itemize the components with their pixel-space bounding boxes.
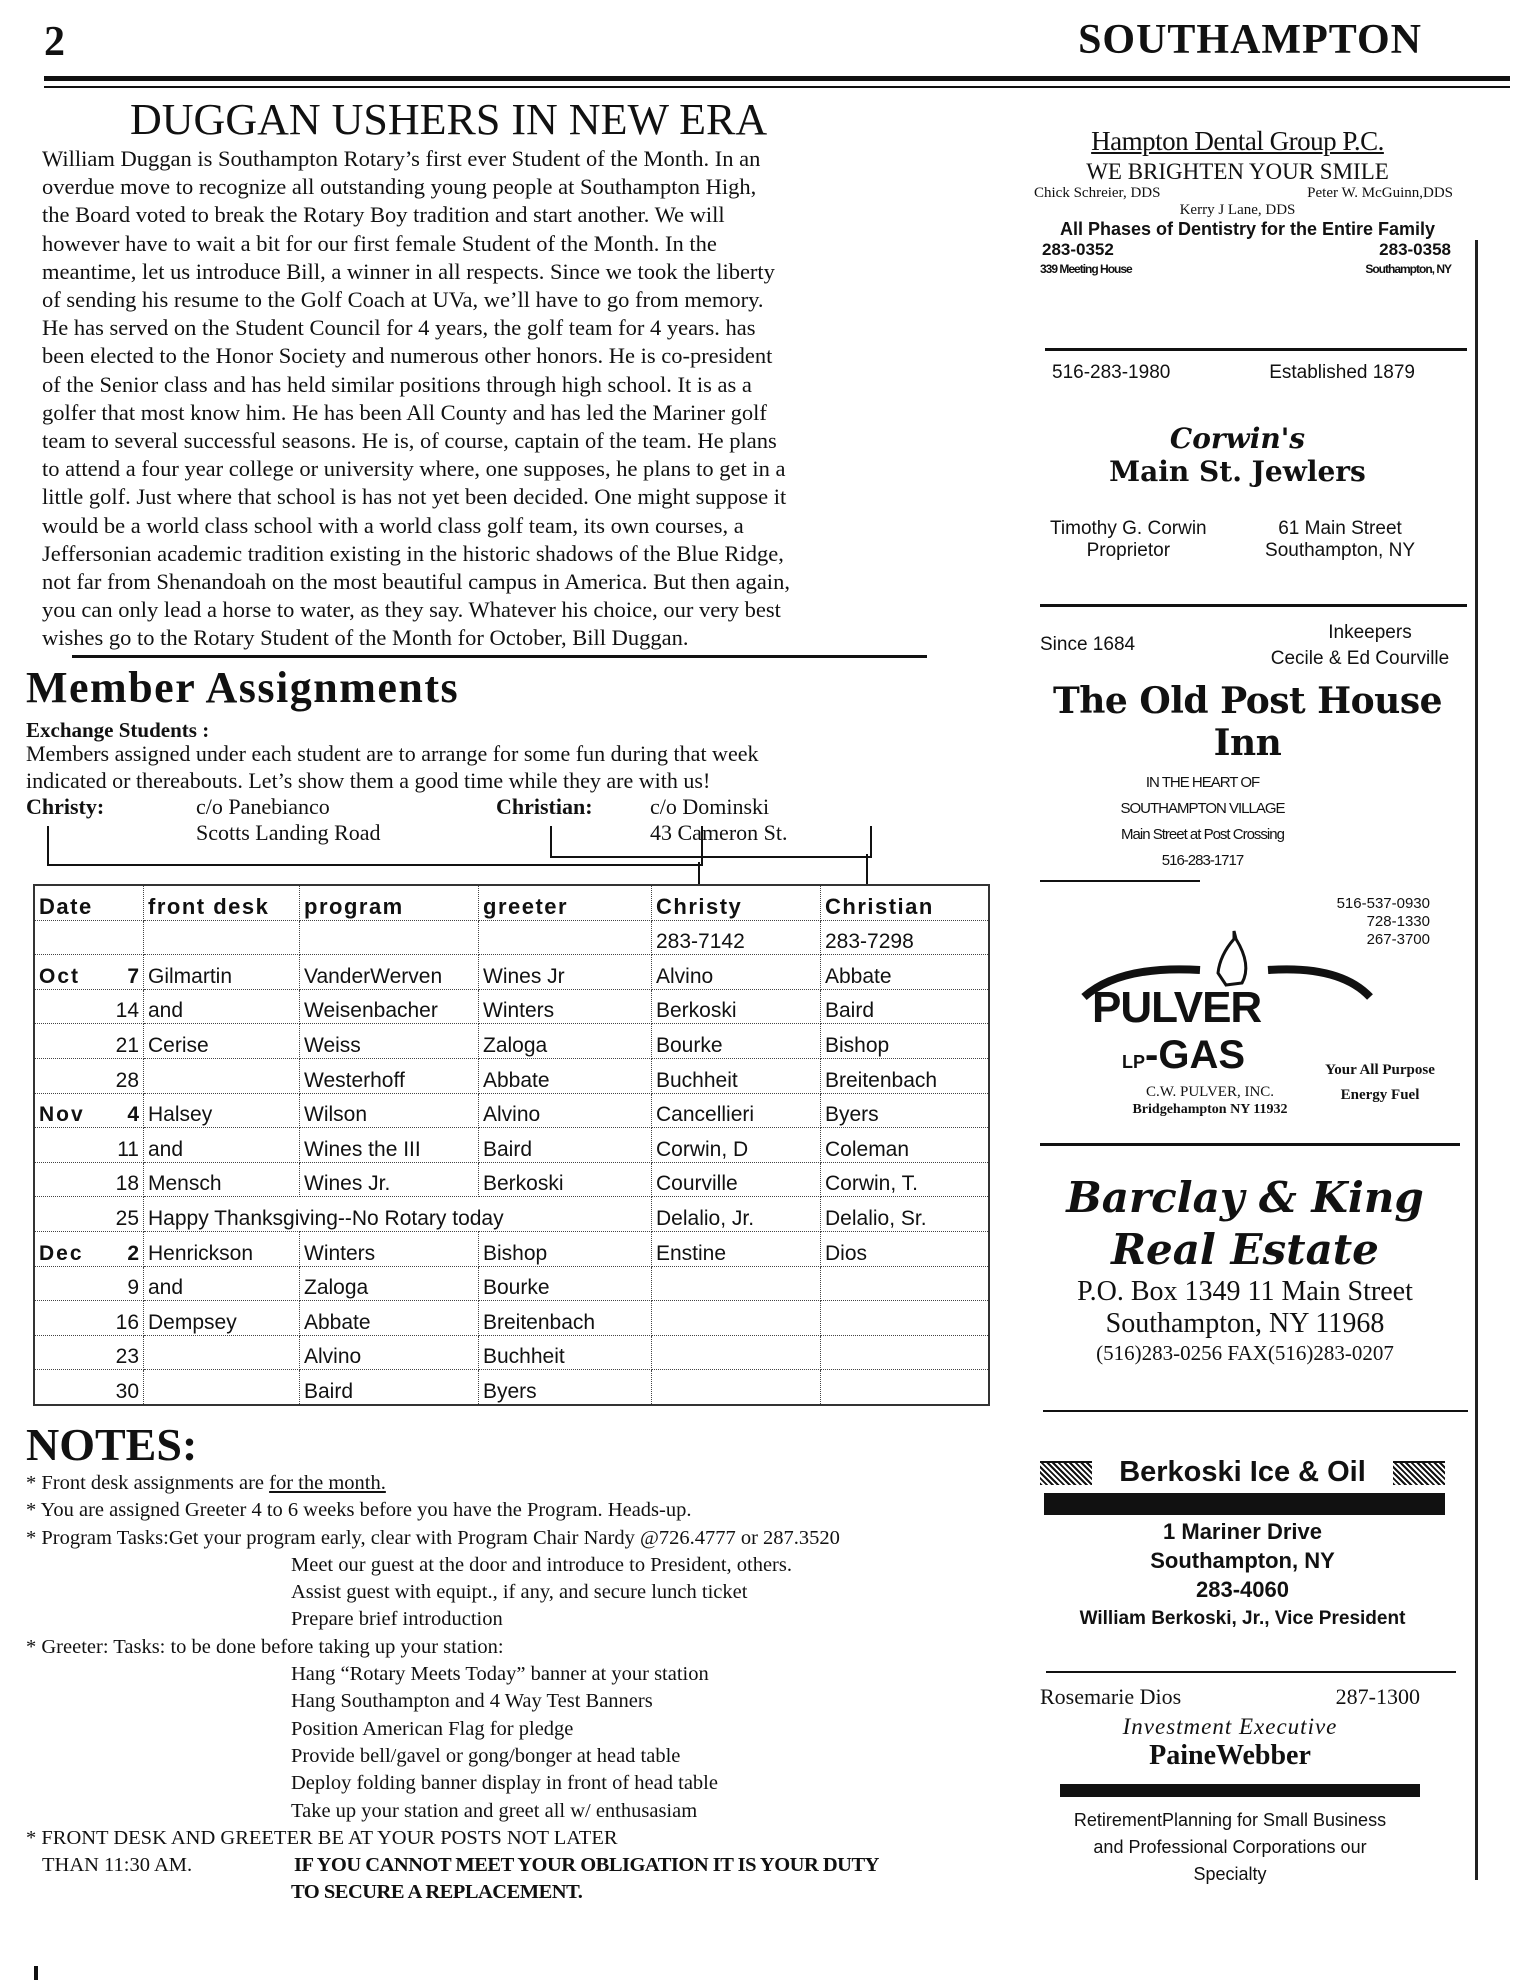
jewelers-phone: 516-283-1980 (1052, 362, 1171, 383)
date-cell (34, 1370, 144, 1405)
day-label: 23 (115, 1345, 139, 1369)
table-row (34, 1266, 989, 1301)
article-line: of the Senior class and has held similar positions through high school. It is as a (42, 371, 752, 397)
exchange-students-label: Exchange Students : (26, 718, 210, 742)
pulver-brand: PULVER (1092, 983, 1262, 1032)
greeter-cell: Breitenbach (479, 1301, 652, 1336)
christian-cell: Breitenbach (821, 1058, 990, 1093)
table-row (34, 989, 989, 1024)
col-header-greeter: greeter (479, 885, 652, 920)
student-christian-careof: c/o Dominski (650, 794, 770, 819)
date-cell (34, 1093, 144, 1128)
christian-cell: Dios (821, 1231, 990, 1266)
inn-keepers-label: Inkeepers (1328, 622, 1412, 643)
note-front-desk: * Front desk assignments are for the month. (26, 1472, 386, 1494)
christy-cell: Alvino (652, 955, 821, 990)
date-cell (34, 955, 144, 990)
pw-title: Investment Executive (1122, 1714, 1338, 1739)
jewelers-street: 61 Main Street (1278, 518, 1402, 539)
merged-note-cell: Happy Thanksgiving--No Rotary today (144, 1197, 652, 1232)
dental-phone: 283-0358 (1379, 240, 1451, 259)
table-row (34, 1335, 989, 1370)
day-label: 14 (115, 999, 139, 1023)
front-desk-cell: and (144, 1266, 300, 1301)
greeter-cell: Zaloga (479, 1024, 652, 1059)
program-task: Prepare brief introduction (291, 1608, 503, 1631)
berkoski-phone: 283-4060 (1196, 1577, 1289, 1602)
front-desk-cell: and (144, 1128, 300, 1163)
greeter-cell: Alvino (479, 1093, 652, 1128)
obligation-warning-2: TO SECURE A REPLACEMENT. (291, 1881, 583, 1904)
notes-title: NOTES: (26, 1419, 198, 1470)
table-row (34, 1301, 989, 1336)
realestate-name-1: Barclay & King (1066, 1173, 1424, 1222)
jewelers-established: Established 1879 (1269, 362, 1415, 383)
front-desk-cell (144, 1058, 300, 1093)
assignments-table (33, 884, 990, 1406)
day-label: 16 (115, 1310, 139, 1334)
table-row (34, 1370, 989, 1405)
christy-cell: Cancellieri (652, 1093, 821, 1128)
jewelers-name-1: Corwin's (1169, 422, 1306, 455)
dental-tagline: WE BRIGHTEN YOUR SMILE (1086, 159, 1389, 184)
date-cell (34, 1301, 144, 1336)
berkoski-contact: William Berkoski, Jr., Vice President (1079, 1608, 1406, 1629)
pw-desc: Specialty (1193, 1864, 1267, 1884)
date-cell (34, 1128, 144, 1163)
article-headline: DUGGAN USHERS IN NEW ERA (130, 95, 768, 144)
program-task: Assist guest with equipt., if any, and secure lunch ticket (291, 1581, 748, 1604)
day-label: 11 (117, 1137, 139, 1161)
day-label: 7 (127, 964, 139, 988)
program-cell: Baird (300, 1370, 479, 1405)
christy-cell (652, 1301, 821, 1336)
col-header-front-desk: front desk (144, 885, 300, 920)
greeter-task: Deploy folding banner display in front of head table (291, 1772, 718, 1795)
program-cell: VanderWerven (300, 955, 479, 990)
greeter-cell: Baird (479, 1128, 652, 1163)
greeter-task: Hang “Rotary Meets Today” banner at your station (291, 1663, 709, 1686)
obligation-warning: IF YOU CANNOT MEET YOUR OBLIGATION IT IS YOUR DUTY (294, 1854, 879, 1877)
front-desk-cell: Cerise (144, 1024, 300, 1059)
inn-address: Main Street at Post Crossing (1121, 826, 1284, 843)
berkoski-city: Southampton, NY (1150, 1548, 1335, 1573)
program-cell: Wilson (300, 1093, 479, 1128)
table-row (34, 1162, 989, 1197)
christy-cell: Berkoski (652, 989, 821, 1024)
table-row (34, 1024, 989, 1059)
student-christy-careof: c/o Panebianco (196, 794, 330, 819)
table-header-row (34, 885, 989, 920)
day-label: 21 (115, 1033, 139, 1057)
dental-city: Southampton, NY (1365, 262, 1451, 276)
pulver-phone: 267-3700 (1366, 931, 1430, 948)
ad-barclay-king (1040, 1172, 1475, 1366)
student-christy-name: Christy: (26, 794, 105, 819)
header-rule-thin (44, 86, 1510, 88)
col-header-date: Date (34, 885, 144, 920)
christian-cell: Coleman (821, 1128, 990, 1163)
pulver-phone: 728-1330 (1366, 913, 1430, 930)
dental-doctor: Chick Schreier, DDS (1034, 185, 1161, 201)
inn-line: IN THE HEART OF (1145, 774, 1260, 791)
ad-berkoski-ice-oil (1040, 1456, 1475, 1630)
pw-person: Rosemarie Dios (1040, 1684, 1182, 1709)
realestate-address: P.O. Box 1349 11 Main Street (1077, 1276, 1413, 1307)
front-desk-cell: Gilmartin (144, 955, 300, 990)
dental-doctor: Peter W. McGuinn,DDS (1307, 185, 1453, 201)
day-label: 18 (115, 1172, 139, 1196)
ad-divider (1043, 1410, 1468, 1412)
article-line: little golf. Just where that school is has not yet been decided. One might suppose it (42, 484, 787, 510)
table-row (34, 1093, 989, 1128)
christian-bracket-drop (866, 854, 868, 884)
table-row (34, 1058, 989, 1093)
realestate-city: Southampton, NY 11968 (1105, 1308, 1385, 1339)
greeter-cell: Bourke (479, 1266, 652, 1301)
berkoski-black-bar (1044, 1493, 1445, 1515)
ad-divider (1046, 1671, 1456, 1673)
ad-column-border (1475, 240, 1478, 1880)
program-cell: Wines the III (300, 1128, 479, 1163)
program-cell: Wines Jr. (300, 1162, 479, 1197)
christian-phone: 283-7298 (821, 920, 990, 955)
col-header-christian: Christian (821, 885, 990, 920)
dental-doctor: Kerry J Lane, DDS (1179, 202, 1296, 218)
student-christian-name: Christian: (496, 794, 593, 819)
christian-cell (821, 1266, 990, 1301)
header-rule (44, 76, 1510, 81)
col-header-program: program (300, 885, 479, 920)
day-label: 25 (115, 1206, 139, 1230)
christy-cell (652, 1370, 821, 1405)
assignments-title: Member Assignments (26, 663, 460, 712)
greeter-cell: Buchheit (479, 1335, 652, 1370)
ad-pulver-gas (1040, 895, 1475, 1135)
phone-cell (34, 920, 144, 955)
greeter-task: Hang Southampton and 4 Way Test Banners (291, 1690, 653, 1713)
greeter-cell: Berkoski (479, 1162, 652, 1197)
ad-divider (1040, 880, 1200, 882)
pw-firm: PaineWebber (1149, 1740, 1311, 1771)
christian-cell: Corwin, T. (821, 1162, 990, 1197)
christy-cell: Bourke (652, 1024, 821, 1059)
date-cell (34, 1024, 144, 1059)
pulver-tagline: Energy Fuel (1340, 1087, 1420, 1103)
article-divider (72, 655, 927, 658)
day-label: 28 (115, 1068, 139, 1092)
inn-line: SOUTHAMPTON VILLAGE (1120, 800, 1285, 817)
greeter-task: Position American Flag for pledge (291, 1717, 574, 1740)
ad-corwins-jewelers (1040, 362, 1475, 562)
pw-desc: RetirementPlanning for Small Business (1073, 1810, 1387, 1830)
greeter-task: Take up your station and greet all w/ enthusasiam (291, 1799, 698, 1822)
date-cell (34, 1162, 144, 1197)
jewelers-name-2: Main St. Jewlers (1109, 455, 1366, 488)
christian-cell (821, 1370, 990, 1405)
christian-cell: Abbate (821, 955, 990, 990)
ad-divider (1045, 348, 1467, 351)
ad-old-post-house-inn (1040, 622, 1475, 874)
greeter-cell: Abbate (479, 1058, 652, 1093)
greeter-cell: Wines Jr (479, 955, 652, 990)
day-label: 30 (115, 1379, 139, 1403)
christy-cell: Enstine (652, 1231, 821, 1266)
greeter-task: Provide bell/gavel or gong/bonger at head table (291, 1744, 681, 1767)
article-line: you can only lead a horse to water, as they say. Whatever his choice, our very best (42, 597, 781, 623)
christy-cell (652, 1266, 821, 1301)
jewelers-city: Southampton, NY (1265, 540, 1415, 561)
program-cell: Zaloga (300, 1266, 479, 1301)
program-cell: Weiss (300, 1024, 479, 1059)
christian-cell: Byers (821, 1093, 990, 1128)
intro-line: Members assigned under each student are to arrange for some fun during that week (26, 741, 759, 766)
article-line: the Board voted to break the Rotary Boy tradition and start another. We will (42, 202, 725, 228)
ad-divider (1040, 1143, 1460, 1146)
article-line: to attend a four year college or university where, one supposes, he plans to get in a (42, 456, 786, 482)
day-label: 2 (127, 1241, 139, 1265)
realestate-name-2: Real Estate (1111, 1225, 1379, 1274)
article-line: wishes go to the Rotary Student of the Month for October, Bill Duggan. (42, 625, 689, 651)
date-cell (34, 1197, 144, 1232)
greeter-cell: Byers (479, 1370, 652, 1405)
table-row (34, 1197, 989, 1232)
article-line: of sending his resume to the Golf Coach at UVa, we’ll have to go from memory. (42, 287, 764, 313)
pw-desc: and Professional Corporations our (1093, 1837, 1367, 1857)
christian-cell (821, 1301, 990, 1336)
christy-phone: 283-7142 (652, 920, 821, 955)
month-label: Oct (39, 964, 81, 988)
christian-bracket (550, 826, 872, 858)
article-line: would be a world class school with a world class golf team, its own courses, a (42, 512, 744, 538)
article-line: overdue move to recognize all outstanding young people at Southampton High, (42, 174, 757, 200)
christian-cell (821, 1335, 990, 1370)
program-cell: Abbate (300, 1301, 479, 1336)
month-label: Dec (39, 1241, 84, 1265)
month-label: Nov (39, 1103, 85, 1127)
front-desk-cell: Dempsey (144, 1301, 300, 1336)
date-cell (34, 1231, 144, 1266)
article-line: golfer that most know him. He has been All County and has led the Mariner golf (42, 399, 767, 425)
inn-phone: 516-283-1717 (1161, 852, 1244, 869)
berkoski-name: Berkoski Ice & Oil (1119, 1456, 1366, 1488)
article-line: He has served on the Student Council for 4 years, the golf team for 4 years. has (42, 315, 756, 341)
pulver-location: Bridgehampton NY 11932 (1132, 1102, 1288, 1117)
pulver-tagline: Your All Purpose (1325, 1062, 1435, 1078)
article-line: meantime, let us introduce Bill, a winner in all respects. Since we took the liberty (42, 258, 775, 284)
front-desk-cell (144, 1370, 300, 1405)
page-number: 2 (44, 19, 65, 65)
intro-line: indicated or thereabouts. Let’s show them a good time while they are with us! (26, 768, 711, 793)
phone-cell (300, 920, 479, 955)
christian-cell: Delalio, Sr. (821, 1197, 990, 1232)
christian-cell: Bishop (821, 1024, 990, 1059)
program-cell: Alvino (300, 1335, 479, 1370)
article-line: Jeffersonian academic tradition existing in the historic shadows of the Blue Ridge, (42, 540, 784, 566)
dental-address: 339 Meeting House (1040, 262, 1132, 276)
program-cell: Westerhoff (300, 1058, 479, 1093)
front-desk-cell (144, 1335, 300, 1370)
table-row (34, 1231, 989, 1266)
front-desk-cell: Henrickson (144, 1231, 300, 1266)
christy-cell (652, 1335, 821, 1370)
inn-keepers: Cecile & Ed Courville (1270, 648, 1450, 669)
greeter-cell: Winters (479, 989, 652, 1024)
christy-cell: Delalio, Jr. (652, 1197, 821, 1232)
berkoski-street: 1 Mariner Drive (1163, 1519, 1322, 1544)
phone-cell (144, 920, 300, 955)
ad-hampton-dental (1034, 126, 1475, 276)
date-cell (34, 989, 144, 1024)
christian-cell: Baird (821, 989, 990, 1024)
pw-black-bar (1060, 1784, 1420, 1797)
jewelers-owner: Timothy G. Corwin (1050, 518, 1207, 539)
date-cell (34, 1335, 144, 1370)
front-desk-cell: Mensch (144, 1162, 300, 1197)
student-christian-address: 43 Cameron St. (650, 820, 788, 845)
note-greeter-tasks: * Greeter: Tasks: to be done before taking up your station: (26, 1635, 504, 1658)
ad-painewebber (1040, 1684, 1475, 1888)
ad-divider (1040, 604, 1467, 607)
exchange-intro (26, 740, 1016, 794)
pulver-lp-gas: LP-GAS (1122, 1033, 1246, 1077)
masthead: SOUTHAMPTON (1078, 17, 1422, 63)
christy-bracket-drop (698, 862, 700, 884)
pulver-phone: 516-537-0930 (1336, 895, 1430, 912)
date-cell (34, 1058, 144, 1093)
article-line: William Duggan is Southampton Rotary’s first ever Student of the Month. In an (42, 146, 761, 171)
table-phone-row (34, 920, 989, 955)
front-desk-cell: Halsey (144, 1093, 300, 1128)
front-desk-cell: and (144, 989, 300, 1024)
date-cell (34, 1266, 144, 1301)
day-label: 9 (127, 1276, 139, 1300)
christy-cell: Buchheit (652, 1058, 821, 1093)
table-row (34, 1128, 989, 1163)
article-line: however have to wait a bit for our first female Student of the Month. In the (42, 230, 717, 256)
dental-name: Hampton Dental Group P.C. (1091, 126, 1384, 156)
inn-since: Since 1684 (1040, 634, 1136, 655)
note-greeter-weeks: * You are assigned Greeter 4 to 6 weeks before you have the Program. Heads-up. (26, 1499, 692, 1522)
note-posts-time: THAN 11:30 AM. IF YOU CANNOT MEET YOUR OBLIGATION IT IS YOUR DUTY (26, 1852, 1016, 1879)
christy-cell: Courville (652, 1162, 821, 1197)
program-task: Meet our guest at the door and introduce to President, others. (291, 1553, 792, 1576)
article-line: team to several successful seasons. He is, of course, captain of the team. He plans (42, 428, 777, 454)
student-christy-address: Scotts Landing Road (196, 820, 381, 845)
realestate-phones: (516)283-0256 FAX(516)283-0207 (1096, 1341, 1394, 1365)
greeter-cell: Bishop (479, 1231, 652, 1266)
article-line: been elected to the Honor Society and numerous other honors. He is co-president (42, 343, 773, 369)
dental-services: All Phases of Dentistry for the Entire Family (1059, 219, 1436, 239)
pulver-company: C.W. PULVER, INC. (1145, 1084, 1275, 1100)
jewelers-owner-title: Proprietor (1086, 540, 1171, 561)
note-posts: * FRONT DESK AND GREETER BE AT YOUR POSTS NOT LATER (26, 1826, 618, 1849)
inn-name: The Old Post House Inn (1052, 680, 1443, 764)
table-row (34, 955, 989, 990)
note-program-tasks: * Program Tasks:Get your program early, clear with Program Chair Nardy @726.4777 or 287.3520 (26, 1526, 840, 1549)
dental-phone: 283-0352 (1042, 240, 1114, 259)
article-body (42, 145, 1012, 653)
notes-list (26, 1470, 1016, 1907)
program-cell: Weisenbacher (300, 989, 479, 1024)
col-header-christy: Christy (652, 885, 821, 920)
phone-cell (479, 920, 652, 955)
bottom-mark (34, 1966, 38, 1980)
pattern-block-icon (1040, 1461, 1092, 1485)
christy-cell: Corwin, D (652, 1128, 821, 1163)
article-line: not far from Shenandoah on the most beautiful campus in America. But then again, (42, 569, 790, 595)
pattern-block-icon (1393, 1461, 1445, 1485)
pw-phone: 287-1300 (1335, 1684, 1420, 1709)
day-label: 4 (127, 1103, 139, 1127)
program-cell: Winters (300, 1231, 479, 1266)
